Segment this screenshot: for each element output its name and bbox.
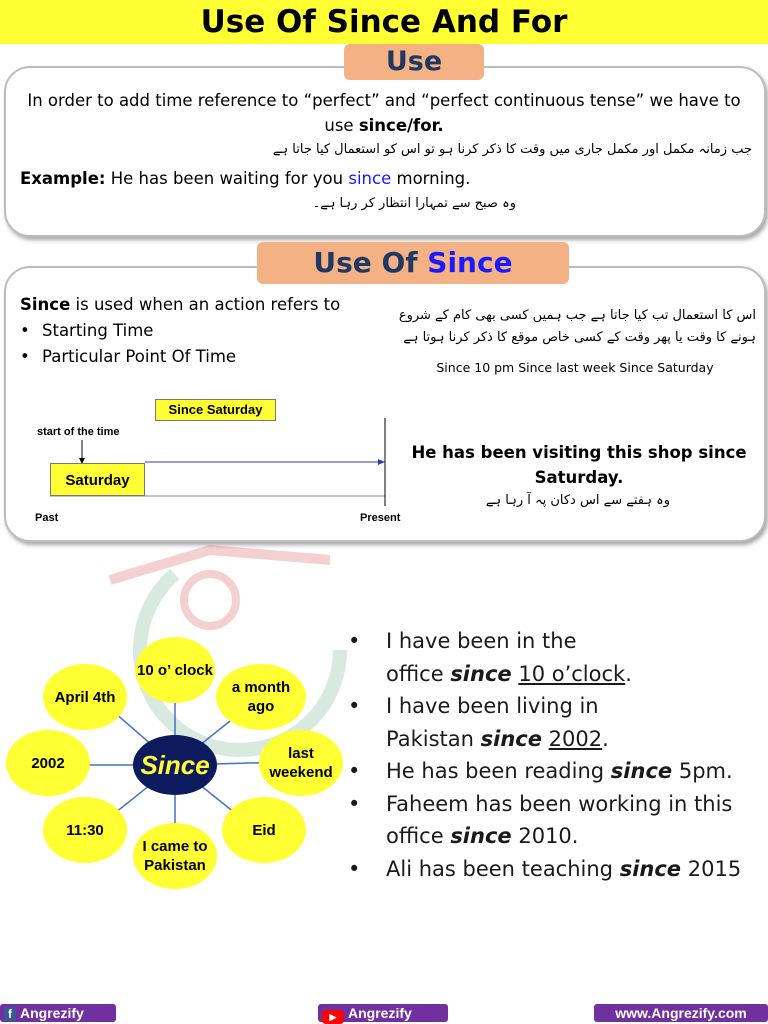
diagram-node: Eid: [252, 821, 276, 839]
since-urdu-sentence: وہ ہفتے سے اس دکان پہ آ رہا ہے: [485, 493, 670, 508]
example-label: Example:: [20, 169, 106, 188]
diagram-node: a month ago: [231, 679, 291, 715]
diagram-node: April 4th: [54, 688, 116, 706]
diagram-center-label: Since: [140, 749, 210, 780]
youtube-icon: ▶: [322, 1010, 344, 1024]
example-bullet: [348, 625, 741, 658]
example-bullet: [348, 853, 741, 886]
example-keyword: since: [450, 824, 512, 848]
example-text: office: [386, 661, 444, 686]
example-text: office: [386, 824, 444, 848]
since-intro-key: Since: [20, 295, 71, 314]
footer-youtube-label: Angrezify: [348, 1005, 412, 1021]
example-continuation: [348, 658, 741, 691]
example-keyword: since: [610, 759, 673, 783]
example-text: I have been living in: [386, 694, 599, 718]
since-heading-key: Since: [427, 246, 513, 279]
bullet-dot: •: [348, 856, 361, 881]
since-examples-line: Since 10 pm Since last week Since Saturday: [436, 360, 714, 375]
use-urdu-example: وہ صبح سے تمہارا انتظار کر رہا ہے۔: [312, 196, 516, 211]
timeline-start-label: start of the time: [37, 426, 120, 438]
bullet-dot: •: [348, 791, 361, 816]
since-point: • Starting Time: [20, 318, 340, 344]
example-keyword: since: [619, 856, 682, 881]
example-bullet: [348, 690, 741, 723]
diagram-node: I came to Pakistan: [142, 838, 208, 874]
example-post: morning.: [396, 169, 471, 188]
footer-facebook-link[interactable]: [0, 1004, 116, 1022]
example-time: 2010.: [518, 824, 579, 848]
bullet-dot: •: [348, 629, 361, 653]
page-title: Use Of Since And For: [200, 4, 568, 40]
example-bullet: [348, 755, 741, 788]
use-intro-bold: since/for.: [358, 116, 444, 135]
facebook-icon: f: [4, 1007, 16, 1021]
example-continuation: [348, 723, 741, 756]
example-continuation: [348, 820, 741, 853]
diagram-node: 2002: [31, 754, 65, 772]
example-text: Ali has been teaching: [386, 856, 614, 881]
example-pre: He has been waiting for you: [110, 169, 344, 188]
timeline-present-label: Present: [360, 512, 401, 524]
example-keyword: since: [348, 169, 392, 188]
footer-facebook-label: Angrezify: [20, 1005, 84, 1021]
diagram-node: 10 o’ clock: [137, 661, 213, 679]
example-keyword: since: [480, 726, 542, 751]
since-intro-rest: is used when an action refers to: [75, 295, 341, 314]
example-punct: .: [625, 661, 632, 686]
footer-website-link[interactable]: www.Angrezify.com: [594, 1004, 768, 1022]
example-text: I have been in the: [386, 629, 577, 653]
bullet-dot: •: [348, 694, 361, 718]
use-urdu-intro: جب زمانہ مکمل اور مکمل جاری میں وقت کا ذکر کرنا ہو تو اس کو استعمال کیا جاتا ہے: [272, 142, 752, 157]
use-intro-text: In order to add time reference to “perfect” and “perfect continuous tense” we have to use: [27, 91, 741, 135]
example-keyword: since: [450, 661, 512, 686]
example-punct: .: [602, 726, 609, 751]
footer-youtube-link[interactable]: [318, 1004, 448, 1022]
example-time: 10 o’clock: [518, 661, 626, 686]
example-bullet: [348, 788, 741, 821]
example-time: 5pm.: [678, 759, 733, 783]
use-section-heading: Use: [344, 44, 484, 80]
example-time: 2002: [548, 726, 603, 751]
since-example-sentence: He has been visiting this shop since Saturday.: [411, 443, 747, 487]
since-point: • Particular Point Of Time: [20, 344, 340, 370]
example-time: 2015: [687, 856, 742, 881]
since-examples-list: [348, 625, 741, 885]
bullet-dot: •: [348, 759, 361, 783]
timeline-since-saturday-label: Since Saturday: [155, 399, 276, 421]
timeline-past-label: Past: [35, 512, 59, 524]
diagram-node: 11:30: [66, 821, 104, 839]
example-text: He has been reading: [386, 759, 605, 783]
example-text: Faheem has been working in this: [386, 791, 733, 816]
since-heading-pre: Use Of: [313, 246, 418, 279]
since-urdu-explain: اس کا استعمال تب کیا جاتا ہے جب ہمیں کسی بھی کام کے شروع ہونے کا وقت یا پھر وقت کے کسی خاص موقع کا ذکر کرنا ہوتا ہے: [398, 308, 756, 345]
timeline-saturday-box: Saturday: [50, 463, 145, 496]
example-text: Pakistan: [386, 726, 474, 751]
diagram-node: last weekend: [269, 745, 333, 781]
